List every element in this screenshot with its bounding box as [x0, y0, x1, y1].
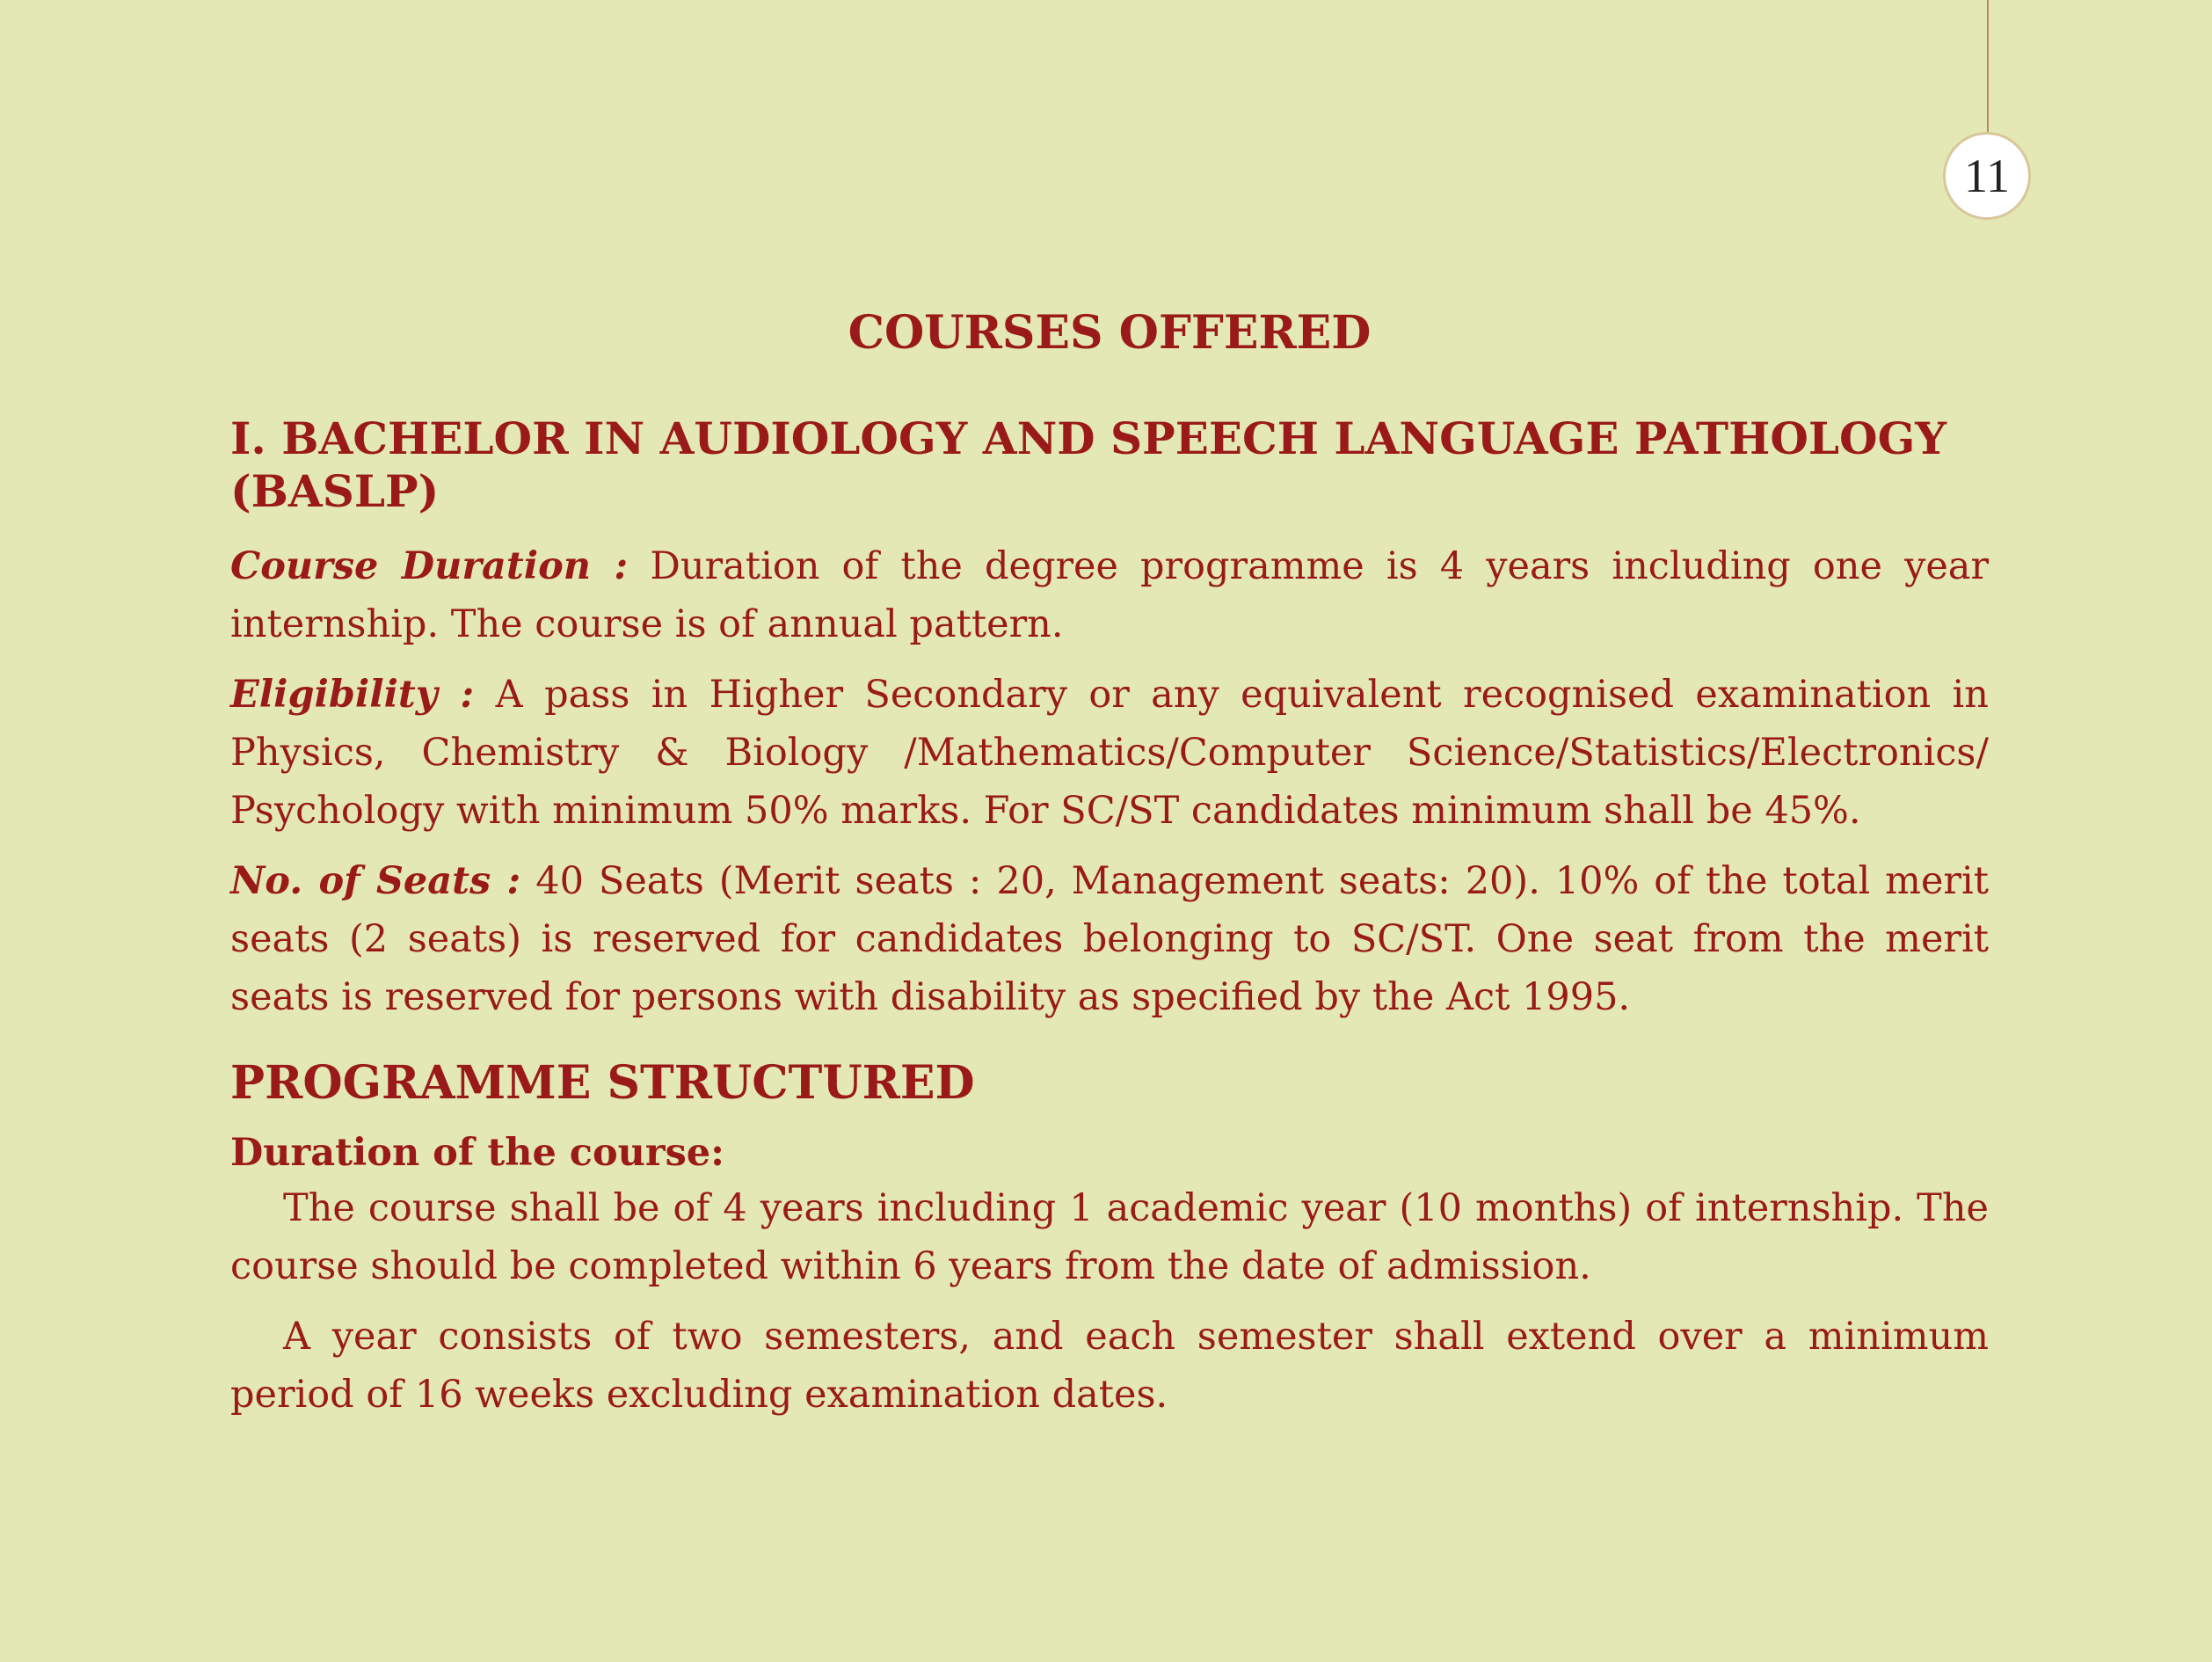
document-body: [230, 308, 1989, 1436]
eligibility-text: A pass in Higher Secondary or any equivalent recognised examination in Physics, Chemistry & Biology /Mathematics/Computer Science/Statistics/Electronics/ Psychology with minimum 50% marks. For SC/ST candidates minimum shall be 45%.: [230, 673, 1990, 834]
course-duration-paragraph: [230, 537, 1989, 653]
duration-subheading: Duration of the course:: [230, 1130, 725, 1175]
seats-label: No. of Seats :: [230, 859, 521, 904]
page-title: COURSES OFFERED: [848, 306, 1372, 360]
eligibility-label: Eligibility :: [230, 673, 475, 718]
eligibility-paragraph: [230, 666, 1989, 840]
programme-heading: PROGRAMME STRUCTURED: [230, 1056, 975, 1111]
seats-text: 40 Seats (Merit seats : 20, Management seats: 20). 10% of the total merit seats (2 seats) is reserved for candidates belonging to SC/ST. One seat from the merit seats is reserved for persons with disability as specified by the Act 1995.: [230, 859, 1989, 1020]
page-number-badge: [1943, 132, 2031, 220]
course-duration-text: Duration of the degree programme is 4 years including one year internship. The course is of annual pattern.: [230, 544, 1989, 647]
course-duration-label: Course Duration :: [230, 544, 629, 589]
programme-paragraph-2: A year consists of two semesters, and each semester shall extend over a minimum period of 16 weeks excluding examination dates.: [230, 1315, 1989, 1418]
course-heading: I. BACHELOR IN AUDIOLOGY AND SPEECH LANGUAGE PATHOLOGY (BASLP): [230, 412, 1946, 518]
page-number: 11: [1964, 149, 2010, 202]
page-marker-line: [1987, 0, 1989, 132]
programme-paragraph-1: The course shall be of 4 years including 1 academic year (10 months) of internship. The course should be completed within 6 years from the date of admission.: [230, 1186, 1989, 1289]
seats-paragraph: [230, 852, 1989, 1026]
